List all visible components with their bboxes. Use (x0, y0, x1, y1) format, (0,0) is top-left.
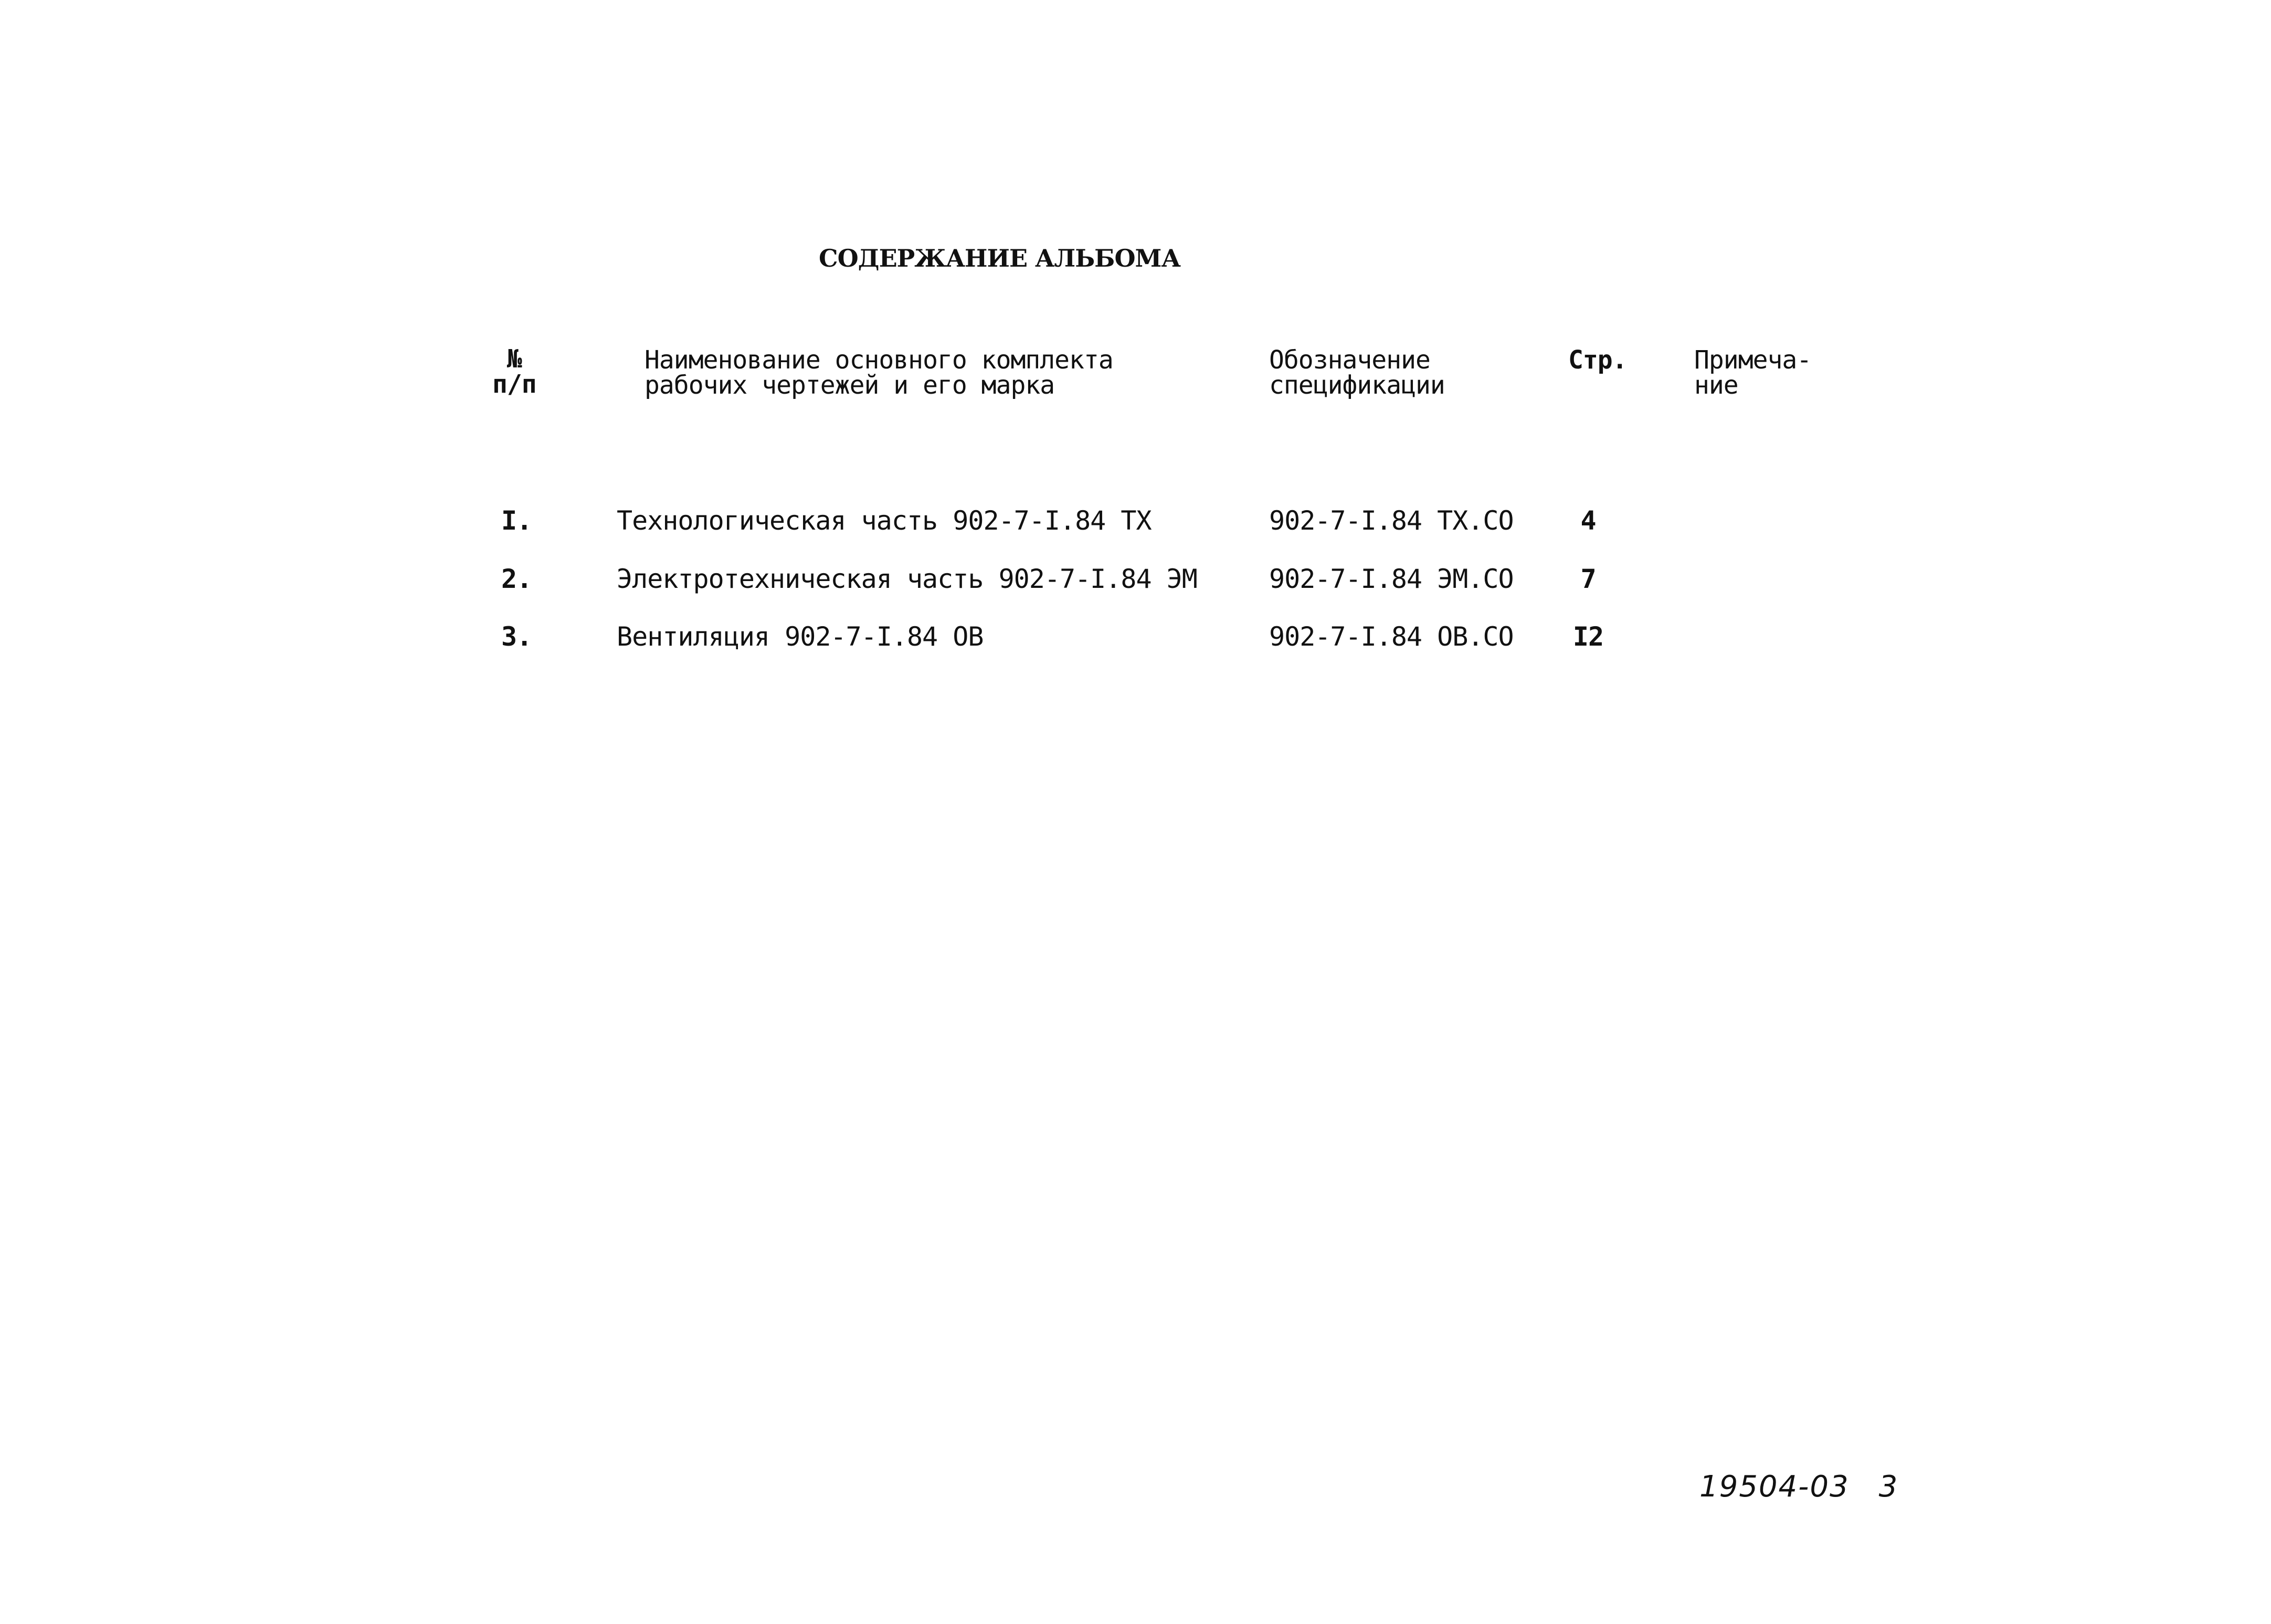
header-note (1694, 347, 1811, 398)
row-name: Вентиляция 902-7-I.84 ОВ (617, 621, 984, 652)
footer-stamp (1699, 1470, 1898, 1504)
header-specification-line2: спецификации (1269, 371, 1445, 400)
header-page-label: Стр. (1568, 345, 1627, 375)
header-number (492, 346, 536, 397)
header-specification (1269, 347, 1445, 398)
header-number-line2: п/п (492, 370, 536, 399)
table-row (0, 561, 2271, 597)
sheet-number: 3 (1878, 1470, 1899, 1504)
header-note-line1: Примеча- (1694, 345, 1812, 375)
row-name: Электротехническая часть 902-7-I.84 ЭМ (617, 564, 1197, 594)
header-specification-line1: Обозначение (1269, 345, 1430, 375)
row-page: 7 (1580, 564, 1596, 594)
header-name-line2: рабочих чертежей и его марка (645, 371, 1055, 400)
table-row (0, 502, 2271, 539)
inventory-number: 19504-03 (1699, 1470, 1850, 1504)
header-page (1568, 347, 1627, 373)
header-number-line1: № (506, 344, 522, 374)
row-specification: 902-7-I.84 ОВ.СО (1269, 621, 1514, 652)
row-name: Технологическая часть 902-7-I.84 ТХ (617, 505, 1152, 536)
row-number: 2. (501, 564, 532, 594)
header-name-line1: Наименование основного комплекта (645, 345, 1113, 375)
table-row (0, 618, 2271, 655)
page-title: СОДЕРЖАНИЕ АЛЬБОМА (819, 244, 1180, 272)
row-page: 4 (1580, 505, 1596, 536)
row-page: I2 (1572, 621, 1604, 652)
row-number: 3. (501, 621, 532, 652)
row-specification: 902-7-I.84 ТХ.СО (1269, 505, 1514, 536)
row-specification: 902-7-I.84 ЭМ.СО (1269, 564, 1514, 594)
row-number: I. (501, 505, 532, 536)
header-name (645, 347, 1113, 398)
header-note-line2: ние (1694, 371, 1738, 400)
